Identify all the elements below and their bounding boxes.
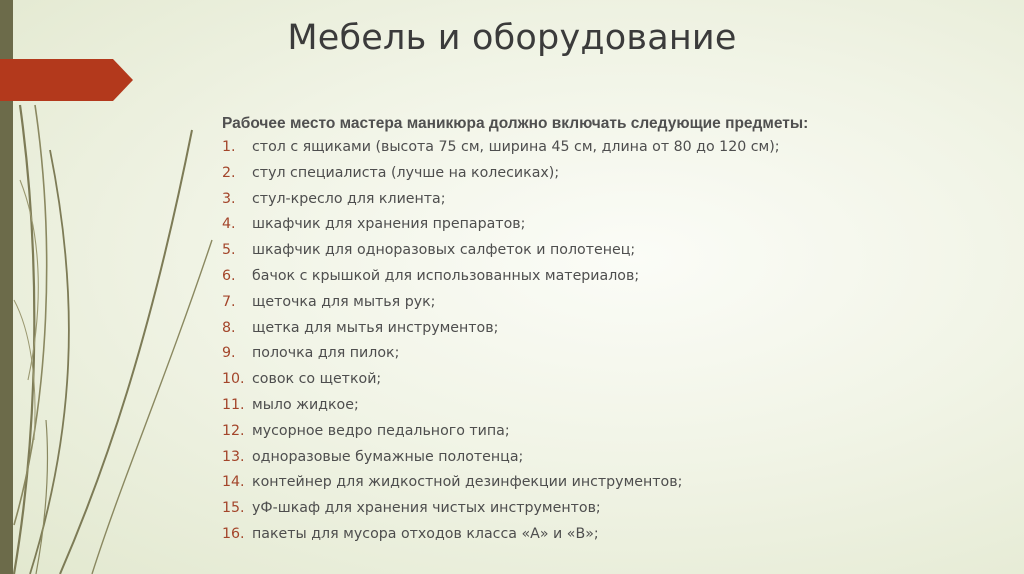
list-number: 4. <box>222 216 236 233</box>
list-item <box>222 191 982 217</box>
list-number: 1. <box>222 139 236 155</box>
list-item <box>222 345 982 371</box>
list-item <box>222 165 982 191</box>
list-number: 15. <box>222 500 245 517</box>
list-item <box>222 371 982 397</box>
list-number: 3. <box>222 190 236 207</box>
list-text: мыло жидкое; <box>252 396 359 413</box>
list-item <box>222 242 982 268</box>
list-text: шкафчик для одноразовых салфеток и полотенец; <box>252 242 636 259</box>
intro-text: Рабочее место мастера маникюра должно включать следующие предметы: <box>222 115 809 132</box>
list-number: 7. <box>222 293 236 310</box>
list-number: 16. <box>222 525 245 542</box>
list-item <box>222 526 982 552</box>
list-number: 9. <box>222 345 236 362</box>
list-item <box>222 294 982 320</box>
list-item <box>222 216 982 242</box>
list-number: 5. <box>222 242 236 259</box>
slide-title: Мебель и оборудование <box>287 18 737 58</box>
list-text: совок со щеткой; <box>252 371 382 388</box>
list-text: стул специалиста (лучше на колесиках); <box>252 164 560 181</box>
list-number: 6. <box>222 267 236 284</box>
list-item <box>222 320 982 346</box>
list-item <box>222 500 982 526</box>
list-item <box>222 423 982 449</box>
list-text: одноразовые бумажные полотенца; <box>252 448 524 465</box>
list-text: уФ-шкаф для хранения чистых инструментов; <box>252 500 601 517</box>
list-item <box>222 268 982 294</box>
list-item <box>222 474 982 500</box>
arrow-pentagon-icon <box>0 59 133 101</box>
equipment-list <box>222 139 982 552</box>
list-item <box>222 139 982 165</box>
list-number: 11. <box>222 396 245 413</box>
list-item <box>222 397 982 423</box>
list-number: 12. <box>222 422 245 439</box>
list-item <box>222 449 982 475</box>
list-text: щеточка для мытья рук; <box>252 293 436 310</box>
list-text: щетка для мытья инструментов; <box>252 319 499 336</box>
content-block <box>222 114 982 552</box>
list-number: 13. <box>222 448 245 465</box>
list-text: мусорное ведро педального типа; <box>252 422 510 439</box>
list-number: 14. <box>222 474 245 491</box>
list-number: 2. <box>222 164 236 181</box>
list-text: бачок с крышкой для использованных материалов; <box>252 267 640 284</box>
list-text: контейнер для жидкостной дезинфекции инструментов; <box>252 474 683 491</box>
list-text: стул-кресло для клиента; <box>252 190 446 207</box>
list-text: полочка для пилок; <box>252 345 400 362</box>
list-text: шкафчик для хранения препаратов; <box>252 216 526 233</box>
list-text: стол с ящиками (высота 75 см, ширина 45 см, длина от 80 до 120 см); <box>252 139 780 155</box>
list-number: 10. <box>222 371 245 388</box>
list-text: пакеты для мусора отходов класса «А» и «В»; <box>252 525 599 542</box>
list-number: 8. <box>222 319 236 336</box>
